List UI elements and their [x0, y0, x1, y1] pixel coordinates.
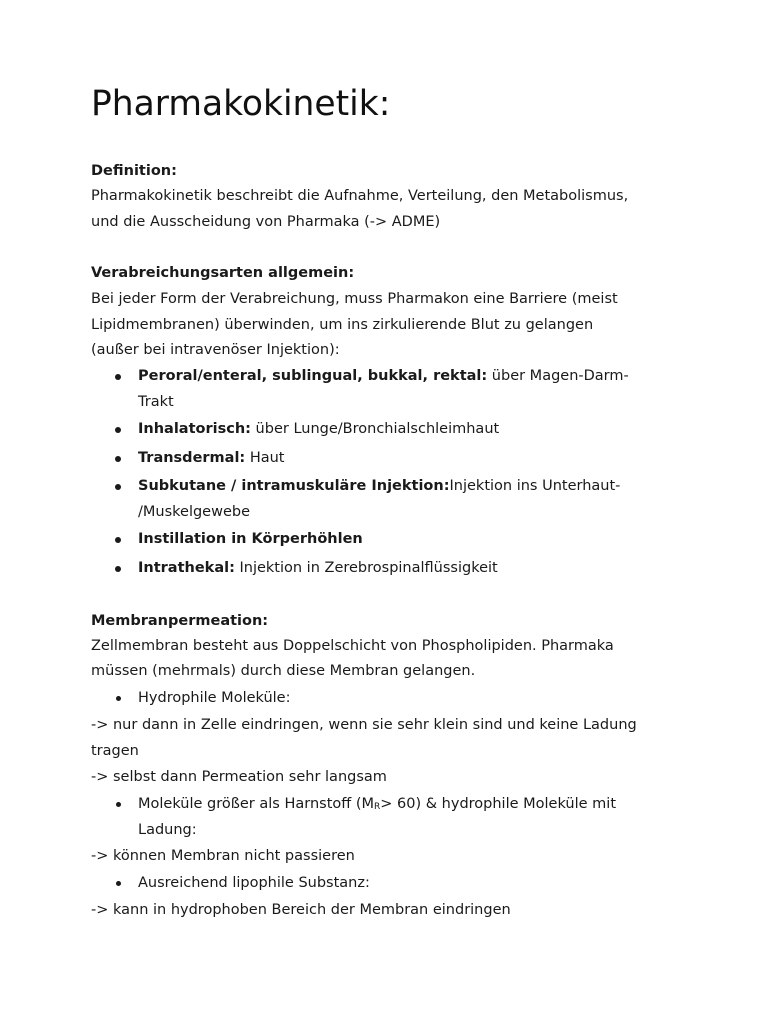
list-item [138, 419, 728, 439]
list-item-term: Transdermal: [138, 450, 246, 466]
list-item-continuation: Ladung: [138, 822, 197, 838]
list-item-continuation: Trakt [138, 394, 174, 410]
bullet-icon [115, 484, 121, 490]
page-title: Pharmakokinetik: [91, 84, 391, 124]
arrow-line: -> selbst dann Permeation sehr langsam [91, 769, 387, 785]
membran-text-line: müssen (mehrmals) durch diese Membran gelangen. [91, 663, 476, 679]
arrow-line-continuation: tragen [91, 743, 139, 759]
subscript: R [374, 802, 381, 812]
definition-heading: Definition: [91, 163, 177, 179]
list-item-text: über Magen-Darm- [487, 368, 629, 384]
definition-text-line: und die Ausscheidung von Pharmaka (-> ADME) [91, 214, 441, 230]
list-item: Hydrophile Moleküle: [138, 690, 291, 706]
bullet-icon [115, 374, 121, 380]
bullet-icon [115, 566, 121, 572]
verabreichung-text-line: Bei jeder Form der Verabreichung, muss Pharmakon eine Barriere (meist [91, 291, 618, 307]
list-item [138, 558, 728, 578]
list-item [138, 529, 728, 549]
bullet-icon [116, 881, 121, 886]
list-item [138, 366, 728, 386]
verabreichung-text-line: Lipidmembranen) überwinden, um ins zirkulierende Blut zu gelangen [91, 317, 594, 333]
arrow-line: -> kann in hydrophoben Bereich der Membran eindringen [91, 902, 511, 918]
bullet-icon [115, 456, 121, 462]
bullet-icon [115, 427, 121, 433]
list-item [138, 476, 728, 496]
list-item-text: Haut [245, 450, 285, 466]
list-item-text: Moleküle größer als Harnstoff (M [138, 796, 375, 812]
bullet-icon [115, 537, 121, 543]
list-item-text: Injektion in Zerebrospinalflüssigkeit [234, 560, 498, 576]
membran-text-line: Zellmembran besteht aus Doppelschicht von Phospholipiden. Pharmaka [91, 638, 614, 654]
arrow-line: -> können Membran nicht passieren [91, 848, 355, 864]
list-item-term: Subkutane / intramuskuläre Injektion: [138, 478, 450, 494]
list-item-term: Inhalatorisch: [138, 421, 251, 437]
list-item-text: Injektion ins Unterhaut- [449, 478, 621, 494]
arrow-line: -> nur dann in Zelle eindringen, wenn sie sehr klein sind und keine Ladung [91, 717, 637, 733]
list-item-continuation: /Muskelgewebe [138, 504, 250, 520]
list-item: Ausreichend lipophile Substanz: [138, 875, 370, 891]
list-item [138, 448, 728, 468]
list-item-term: Peroral/enteral, sublingual, bukkal, rektal: [138, 368, 488, 384]
verabreichung-text-line: (außer bei intravenöser Injektion): [91, 342, 340, 358]
list-item-text: > 60) & hydrophile Moleküle mit [380, 796, 617, 812]
list-item-text: über Lunge/Bronchialschleimhaut [250, 421, 500, 437]
list-item-term: Intrathekal: [138, 560, 235, 576]
list-item [138, 794, 728, 814]
bullet-icon [116, 696, 121, 701]
definition-text-line: Pharmakokinetik beschreibt die Aufnahme, Verteilung, den Metabolismus, [91, 188, 629, 204]
list-item-term: Instillation in Körperhöhlen [138, 531, 363, 547]
bullet-icon [116, 802, 121, 807]
membran-heading: Membranpermeation: [91, 613, 269, 629]
verabreichung-heading: Verabreichungsarten allgemein: [91, 265, 355, 281]
